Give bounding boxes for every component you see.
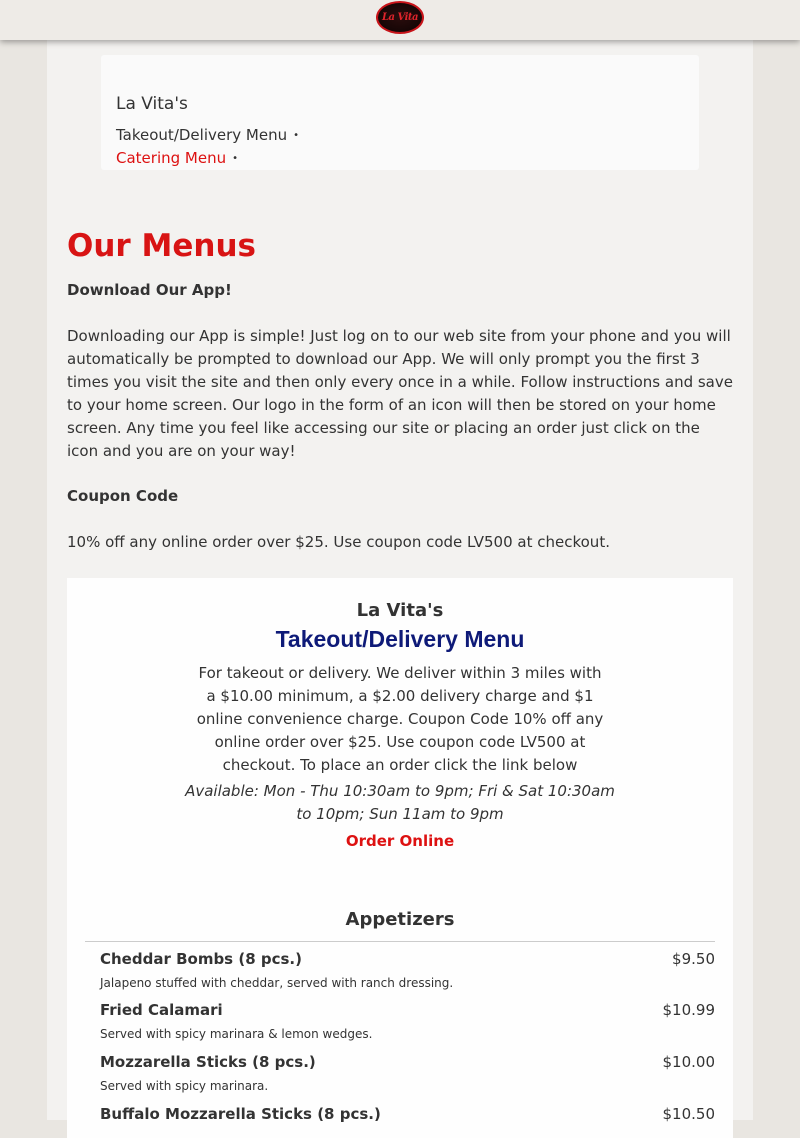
item-price: $10.99: [662, 1001, 715, 1019]
nav-title: La Vita's: [116, 94, 188, 114]
takeout-menu-card: [67, 578, 733, 1138]
item-name: Cheddar Bombs (8 pcs.): [100, 950, 302, 968]
menu-title: Takeout/Delivery Menu: [275, 626, 525, 652]
restaurant-logo[interactable]: [376, 1, 424, 34]
nav-link-label: Takeout/Delivery Menu: [116, 126, 288, 144]
menu-item[interactable]: [100, 1105, 715, 1135]
menu-nav-card: [101, 55, 699, 170]
page-content: [47, 40, 753, 1123]
separator-dot: •: [293, 130, 299, 141]
order-online-link[interactable]: Order Online: [345, 832, 455, 850]
section-heading-appetizers: Appetizers: [345, 909, 455, 930]
item-description: Served with spicy marinara.: [100, 1079, 269, 1093]
menu-description: For takeout or delivery. We deliver within 3 miles with a $10.00 minimum, a $2.00 delivery charge and $1 online convenience charge. Coupon Code 10% off any online order over $25. Use coupon code LV500 at checkout. To place an order click the link below: [196, 664, 604, 774]
item-name: Mozzarella Sticks (8 pcs.): [100, 1053, 316, 1071]
menu-item[interactable]: [100, 1001, 715, 1049]
top-bar: [0, 0, 800, 40]
section-divider: [85, 941, 715, 942]
separator-dot: •: [232, 153, 238, 164]
coupon-description: 10% off any online order over $25. Use coupon code LV500 at checkout.: [67, 533, 610, 551]
nav-link-takeout-delivery[interactable]: [116, 126, 299, 144]
coupon-heading: Coupon Code: [67, 487, 179, 505]
item-description: Served with spicy marinara & lemon wedges.: [100, 1027, 373, 1041]
item-name: Buffalo Mozzarella Sticks (8 pcs.): [100, 1105, 381, 1123]
menu-item[interactable]: [100, 1053, 715, 1101]
app-description: Downloading our App is simple! Just log on to our web site from your phone and you will automatically be prompted to download our App. We will only prompt you the first 3 times you visit the site and then only every once in a while. Follow instructions and save to your home screen. Our logo in the form of an icon will then be stored on your home screen. Any time you feel like accessing our site or placing an order just click on the icon and you are on your way!: [67, 327, 733, 460]
logo-text: La Vita: [382, 12, 418, 23]
menu-item[interactable]: [100, 950, 715, 998]
item-price: $9.50: [672, 950, 715, 968]
item-price: $10.50: [662, 1105, 715, 1123]
item-description: Jalapeno stuffed with cheddar, served with ranch dressing.: [100, 976, 454, 990]
item-price: $10.00: [662, 1053, 715, 1071]
menu-availability: Available: Mon - Thu 10:30am to 9pm; Fri & Sat 10:30am to 10pm; Sun 11am to 9pm: [185, 782, 615, 823]
page-title: Our Menus: [67, 228, 256, 264]
nav-link-catering[interactable]: [116, 149, 238, 167]
item-name: Fried Calamari: [100, 1001, 223, 1019]
menu-restaurant-name: La Vita's: [356, 600, 444, 621]
nav-link-label: Catering Menu: [116, 149, 227, 167]
app-heading: Download Our App!: [67, 281, 232, 299]
